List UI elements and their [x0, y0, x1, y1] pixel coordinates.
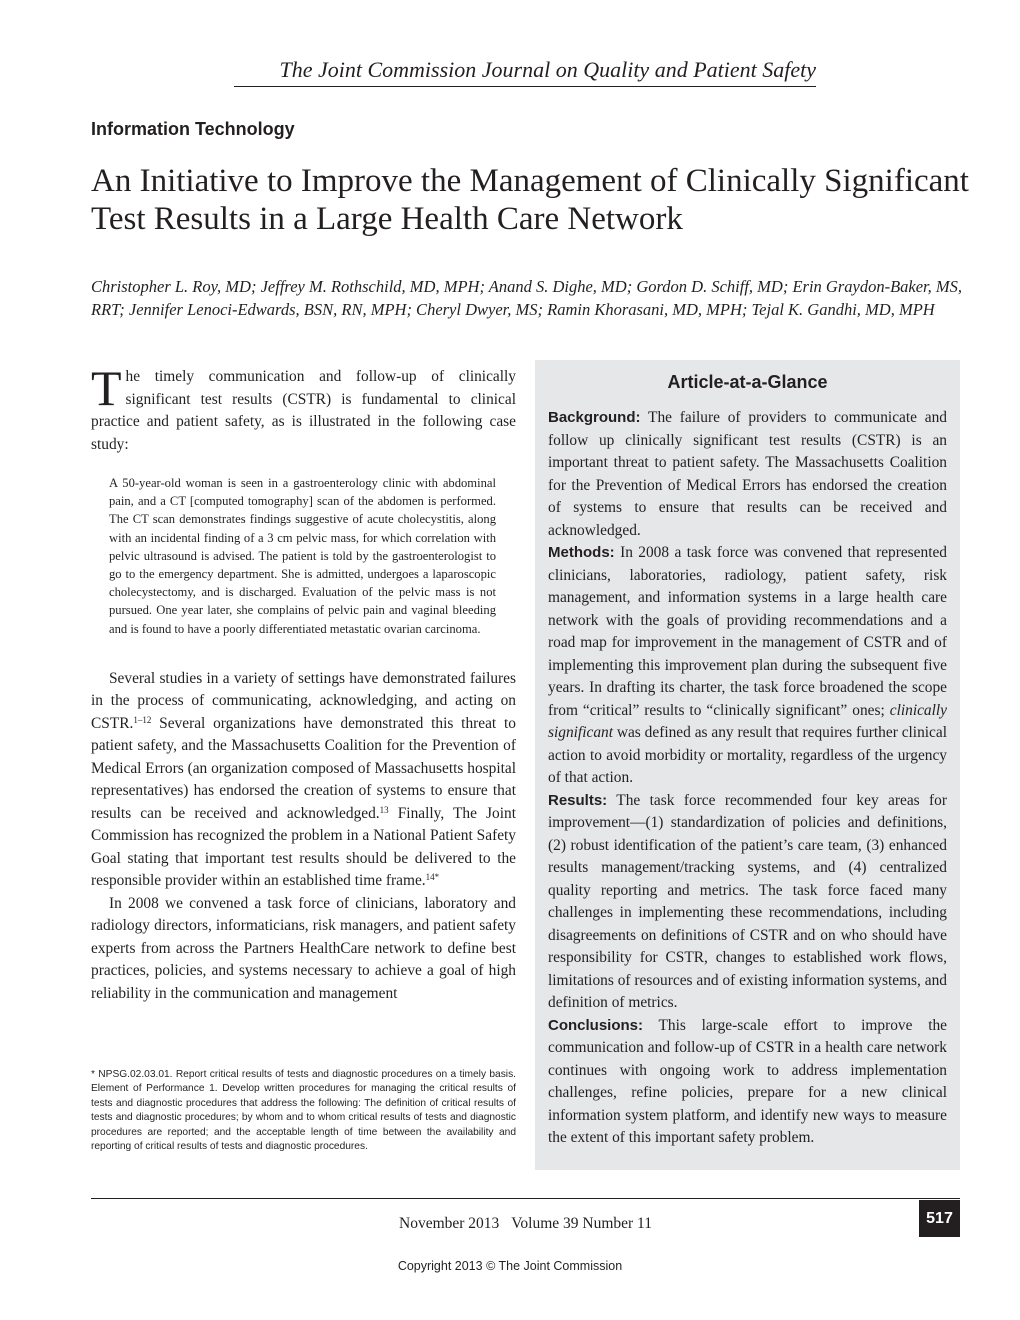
body-paragraph-2: [91, 668, 516, 893]
intro-text: he timely communication and follow-up of clinically significant test results (CSTR) is fundamental to clinical practice and patient safety, as is illustrated in the following case study:: [91, 368, 516, 453]
article-at-a-glance-box: [535, 360, 960, 1170]
drop-cap: T: [91, 360, 122, 416]
main-text-column: [91, 360, 516, 1005]
journal-header: The Joint Commission Journal on Quality and Patient Safety: [234, 56, 816, 87]
copyright-notice: Copyright 2013 © The Joint Commission: [397, 1259, 623, 1273]
section-label: Information Technology: [91, 119, 295, 139]
glance-title: Article-at-a-Glance: [667, 372, 828, 392]
footnote: * NPSG.02.03.01. Report critical results of tests and diagnostic procedures on a timely basis. Element of Performance 1. Develop written procedures for managing the critical results of tests and diagnostic procedures that address the following: The definition of critical results of tests and diagnostic procedures; by whom and to whom critical results of tests and diagnostic procedures are reported; and the acceptable length of time between the availability and reporting of critical results of tests and diagnostic procedures.: [91, 1069, 516, 1153]
body-text: Several studies in a variety of settings have demonstrated failures in the process of communicating, acknowledging, and acting on CSTR.: [91, 669, 516, 732]
background-text: The failure of providers to communicate and follow up clinically significant test results (CSTR) is an important threat to patient safety. The Massachusetts Coalition for the Prevention of Medical Errors has endorsed the creation of systems to ensure that results can be received and acknowledged.: [548, 409, 947, 539]
glance-background: [548, 407, 947, 542]
glance-methods: [548, 542, 947, 790]
citation-ref: 1–12: [133, 714, 152, 725]
case-study-block: A 50-year-old woman is seen in a gastroenterology clinic with abdominal pain, and a CT [computed tomography] scan of the abdomen is performed. The CT scan demonstrates findings suggestive of acute cholecystitis, along with an incidental finding of a 3 cm pelvic mass, for which correlation with pelvic ultrasound is advised. The patient is told by the gastroenterologist to go to the emergency department. She is admitted, undergoes a laparoscopic cholecystectomy, and is discharged. Evaluation of the pelvic mass is not pursued. One year later, she complains of pelvic pain and vaginal bleeding and is found to have a poorly differentiated metastatic ovarian carcinoma.: [109, 476, 496, 636]
page-number: 517: [919, 1200, 960, 1237]
background-heading: Background:: [548, 409, 641, 426]
results-text: The task force recommended four key areas for improvement—(1) standardization of policies and definitions, (2) robust identification of the patient’s care team, (3) enhanced results management/tracking systems, and (4) centralized quality reporting and metrics. The task force faced many challenges in implementing these recommendations, including disagreements on definitions of CSTR and on who should have responsibility for CSTR, changes to established work flows, limitations of resources and of existing information systems, and definition of metrics.: [548, 791, 947, 1011]
methods-italic-term: clinically significant: [548, 701, 947, 741]
methods-text: In 2008 a task force was convened that represented clinicians, laboratories, radiology, patient safety, risk management, and information systems in a large health care network with the goals of providing recommendations and a road map for improvement in the management of CSTR and of implementing this improvement plan during the subsequent five years. In drafting its charter, the task force broadened the scope from “critical” results to “clinically significant” ones;: [548, 544, 947, 719]
footer-divider: [91, 1198, 960, 1199]
author-list: Christopher L. Roy, MD; Jeffrey M. Rothschild, MD, MPH; Anand S. Dighe, MD; Gordon D. Schiff, MD; Erin Graydon-Baker, MS, RRT; Jennifer Lenoci-Edwards, BSN, RN, MPH; Cheryl Dwyer, MS; Ramin Khorasani, MD, MPH; Tejal K. Gandhi, MD, MPH: [91, 277, 963, 319]
issue-info: [91, 1215, 960, 1233]
body-text: Finally, The Joint Commission has recognized the problem in a National Patient Safety Goal stating that important test results should be delivered to the responsible provider within an established time frame.: [91, 804, 516, 890]
body-paragraph-3: In 2008 we convened a task force of clinicians, laboratory and radiology directors, informaticians, risk managers, and patient safety experts from across the Partners HealthCare network to define best practices, policies, and systems necessary to achieve a goal of high reliability in the communication and management: [91, 894, 516, 1002]
conclusions-heading: Conclusions:: [548, 1016, 644, 1034]
article-title: An Initiative to Improve the Management of Clinically Significant Test Results in a Large Health Care Network: [91, 163, 969, 237]
intro-paragraph: [91, 360, 516, 456]
body-text: Several organizations have demonstrated this threat to patient safety, and the Massachusetts Coalition for the Prevention of Medical Errors (an organization composed of Massachusetts hospital representatives) has endorsed the creation of systems to ensure that results can be received and acknowledged.: [91, 714, 516, 822]
glance-results: [548, 790, 947, 1015]
methods-text-cont: was defined as any result that requires further clinical action to avoid morbidity or mortality, regardless of the urgency of that action.: [548, 724, 947, 786]
issue-date: November 2013: [399, 1215, 500, 1232]
issue-volume: Volume 39 Number 11: [511, 1215, 652, 1232]
glance-conclusions: [548, 1015, 947, 1150]
footnote-ref: 14*: [425, 872, 440, 883]
results-heading: Results:: [548, 791, 608, 809]
methods-heading: Methods:: [548, 544, 615, 561]
citation-ref: 13: [379, 804, 389, 815]
conclusions-text: This large-scale effort to improve the communication and follow-up of CSTR in a health care network continues with ongoing work to address implementation challenges, refine policies, prepare for a new clinical information system platform, and identify new ways to measure the extent of this important safety problem.: [548, 1016, 947, 1146]
